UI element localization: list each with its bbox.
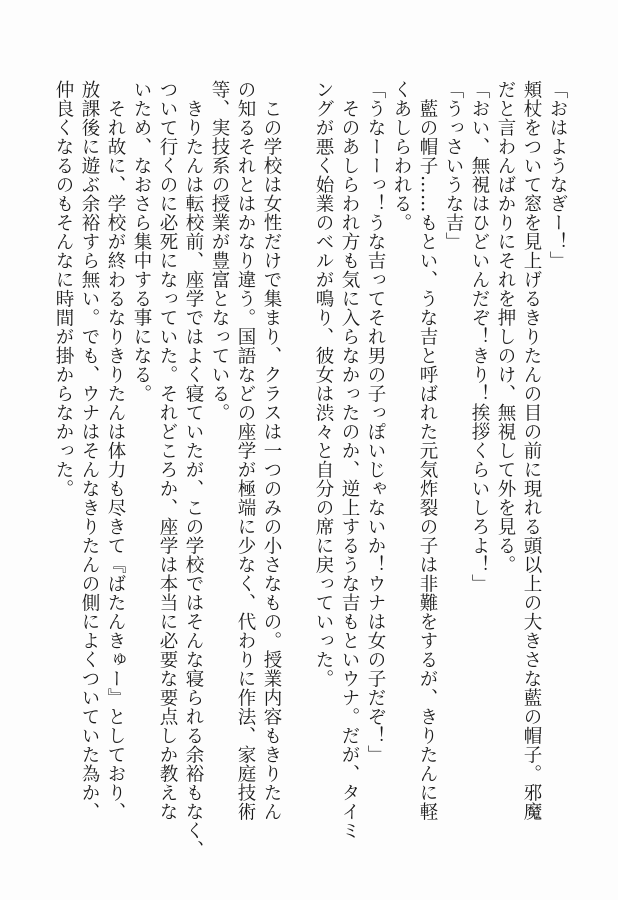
text-line: ついて行くのに必死になっていた。それどころか、座学は本当に必要な要点しか教えな [157, 80, 178, 821]
text-line: 放課後に遊ぶ余裕すら無い。でも、ウナはそんなきりたんの側によくついていた為か、 [79, 80, 100, 821]
text-line: そのあしらわれ方も気に入らなかったのか、逆上するうな吉もといウナ。だが、タイミ [339, 80, 360, 840]
text-line: だと言わんばかりにそれを押しのけ、無視して外を見る。 [495, 80, 516, 574]
text-line: くあしらわれる。 [391, 80, 412, 232]
text-line: この学校は女性だけで集まり、クラスは一つのみの小さなもの。授業内容もきりたん [261, 80, 282, 821]
text-line: 「おはようなぎー！」 [547, 80, 568, 270]
text-line: 「うっさいうな吉」 [443, 80, 464, 251]
text-line: 頬杖をついて窓を見上げるきりたんの目の前に現れる頭以上の大きさな藍の帽子。邪魔 [521, 80, 542, 821]
text-line: きりたんは転校前、座学ではよく寝ていたが、この学校ではそんな寝られる余裕もなく、 [183, 80, 204, 859]
text-line: いため、なおさら集中する事になる。 [131, 80, 152, 403]
text-line: の知るそれとはかなり違う。国語などの座学が極端に少なく、代わりに作法、家庭技術 [235, 80, 256, 821]
paragraph-gap [284, 80, 310, 820]
text-line: 仲良くなるのもそんなに時間が掛からなかった。 [53, 80, 74, 498]
text-line: ングが悪く始業のベルが鳴り、彼女は渋々と自分の席に戻っていった。 [313, 80, 334, 688]
text-line: 「うなーーっ！うな吉ってそれ男の子っぽいじゃないか！ウナは女の子だぞ！」 [365, 80, 386, 764]
text-line: 等、実技系の授業が豊富となっている。 [209, 80, 230, 422]
vertical-text-block [50, 80, 570, 859]
text-line: 「おい、無視はひどいんだぞ！きり！挨拶くらいしろよ！」 [469, 80, 490, 593]
text-line: それ故に、学校が終わるなりきりたんは体力も尽きて『ばたんきゅー』としており、 [105, 80, 126, 821]
text-line: 藍の帽子……もとい、うな吉と呼ばれた元気炸裂の子は非難をするが、きりたんに軽 [417, 80, 438, 821]
